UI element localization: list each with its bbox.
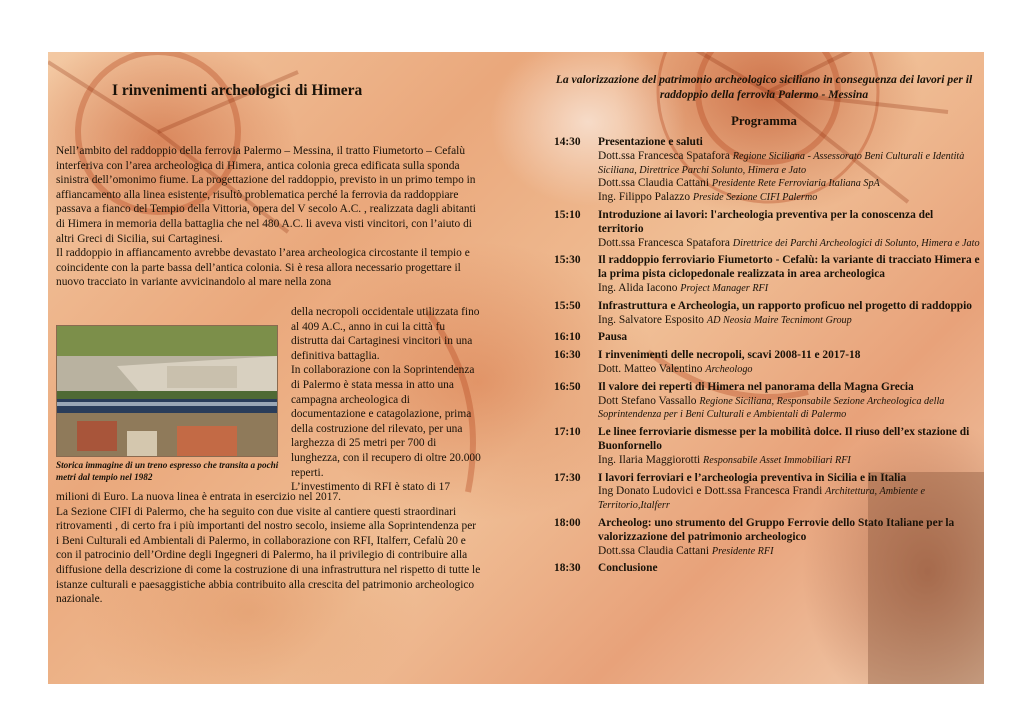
program-item <box>554 349 980 377</box>
program-time: 16:10 <box>554 331 581 344</box>
event-title: La valorizzazione del patrimonio archeologico siciliano in conseguenza dei lavori per il raddoppio della ferrovia Palermo - Messina <box>555 73 973 101</box>
speaker-name: Ing. Alida Iacono <box>598 281 678 294</box>
program-topic: I rinvenimenti delle necropoli, scavi 2008-11 e 2017-18 <box>598 349 861 362</box>
program-speaker <box>598 282 980 296</box>
intro-text <box>56 144 481 290</box>
program-topic: Il valore dei reperti di Himera nel panorama della Magna Grecia <box>598 380 914 393</box>
photo-caption: Storica immagine di un treno espresso che transita a pochi metri dal tempio nel 1982 <box>56 460 279 482</box>
program-topic: Pausa <box>598 331 628 344</box>
speaker-name: Dott Stefano Vassallo <box>598 394 697 407</box>
speaker-role: Presidente Rete Ferroviaria Italiana SpA <box>711 178 880 190</box>
historic-train-photo <box>56 325 278 457</box>
program-detail <box>598 349 980 377</box>
program-topic: I lavori ferroviari e l’archeologia preventiva in Sicilia e in Italia <box>598 471 907 484</box>
program-detail <box>598 300 980 328</box>
speaker-role: Regione Siciliana, Responsabile Sezione Archeologica della Soprintendenza per i Beni Culturali e Ambientali di Palermo <box>598 395 945 421</box>
speaker-name: Ing. Filippo Palazzo <box>598 191 691 204</box>
speaker-role: Preside Sezione CIFI Palermo <box>692 192 818 204</box>
program-time: 16:30 <box>554 349 581 362</box>
program-speaker <box>598 191 980 205</box>
program-time: 14:30 <box>554 136 581 148</box>
program-detail <box>598 517 980 558</box>
speaker-role: Presidente RFI <box>711 545 774 557</box>
speaker-name: Dott.ssa Claudia Cattani <box>598 544 710 557</box>
speaker-role: Archeologo <box>705 363 753 375</box>
program-heading: Programma <box>731 114 797 128</box>
wrapped-text <box>291 305 483 495</box>
program-topic: Presentazione e saluti <box>598 136 703 148</box>
program-detail <box>598 472 980 513</box>
program-detail <box>598 381 980 422</box>
program-topic: Infrastruttura e Archeologia, un rapporto proficuo nel progetto di raddoppio <box>598 299 973 312</box>
program-item <box>554 562 980 576</box>
speaker-name: Dott.ssa Francesca Spatafora <box>598 236 730 249</box>
program-speaker <box>598 150 980 178</box>
program-item <box>554 254 980 295</box>
speaker-role: Project Manager RFI <box>680 282 769 294</box>
program-item <box>554 300 980 328</box>
program-speaker <box>598 454 980 468</box>
wrap-paragraph-1: della necropoli occidentale utilizzata fino al 409 A.C., anno in cui la città fu distrutta dai Cartaginesi vincitori in una definitiva battaglia. <box>291 306 480 362</box>
program-detail <box>598 209 980 250</box>
program-topic: Conclusione <box>598 562 658 575</box>
program-speaker <box>598 363 980 377</box>
program-item <box>554 426 980 467</box>
speaker-name: Ing. Salvatore Esposito <box>598 313 704 326</box>
program-time: 18:00 <box>554 516 581 529</box>
program-topic: Le linee ferroviarie dismesse per la mobilità dolce. Il riuso dell’ex stazione di Buonfornello <box>598 426 970 452</box>
program-speaker <box>598 485 980 513</box>
speaker-name: Ing. Ilaria Maggiorotti <box>598 453 701 466</box>
program-detail <box>598 562 980 576</box>
speaker-name: Dott.ssa Francesca Spatafora <box>598 149 730 162</box>
program-list <box>554 136 980 580</box>
program-time: 18:30 <box>554 562 581 575</box>
program-time: 15:50 <box>554 299 581 312</box>
speaker-role: AD Neosia Maire Tecnimont Group <box>706 314 852 326</box>
closing-text <box>56 490 481 607</box>
paragraph-1: Nell’ambito del raddoppio della ferrovia Palermo – Messina, il tratto Fiumetorto – Cefalù interferiva con l’area archeologica di Himera, antica colonia greca edificata sulla sponda sinistra dell’omonimo fiume. La progettazione del raddoppio, previsto in un primo tempo in affiancamento alla linea esistente, risultò problematica perché la ferrovia da raddoppiare passava a fianco del Tempio della Vittoria, opera del V secolo A.C. , realizzata dagli abitanti di Himera in memoria della battaglia che nel 480 A.C. li aveva visti vincitori, con l’aiuto di altri Greci di Sicilia, sui Cartaginesi. <box>56 145 476 245</box>
program-time: 15:10 <box>554 208 581 221</box>
program-item <box>554 209 980 250</box>
program-speaker <box>598 237 980 251</box>
program-speaker <box>598 395 980 423</box>
program-time: 16:50 <box>554 380 581 393</box>
program-item <box>554 517 980 558</box>
program-item <box>554 136 980 205</box>
speaker-role: Regione Siciliana - Assessorato Beni Culturali e Identità Siciliana, Direttrice Parchi Solunto, Himera e Jato <box>598 150 965 176</box>
program-item <box>554 381 980 422</box>
program-topic: Il raddoppio ferroviario Fiumetorto - Cefalù: la variante di tracciato Himera e la prima pista ciclopedonale realizzata in area archeologica <box>598 254 980 281</box>
program-detail <box>598 254 980 295</box>
program-item <box>554 472 980 513</box>
speaker-role: Direttrice dei Parchi Archeologici di Solunto, Himera e Jato <box>732 237 980 249</box>
program-speaker <box>598 545 980 559</box>
program-item <box>554 331 980 345</box>
wrap-paragraph-2: In collaborazione con la Soprintendenza di Palermo è stata messa in atto una campagna archeologica di documentazione e catagolazione, prima della costruzione del rilevato, per una larghezza di 25 metri per 700 di lunghezza, con il recupero di oltre 20.000 reperti. <box>291 364 481 479</box>
program-speaker <box>598 314 980 328</box>
paragraph-2: Il raddoppio in affiancamento avrebbe devastato l’area archeologica circostante il tempio e coincidente con la parte bassa dell’antica colonia. Si è resa allora necessario progettare il nuovo tracciato in variante avvicinandolo al mare nella zona <box>56 247 470 289</box>
program-time: 15:30 <box>554 254 581 267</box>
program-speaker <box>598 177 980 191</box>
program-detail <box>598 331 980 345</box>
wrap-paragraph-3: L’investimento di RFI è stato di 17 <box>291 481 451 494</box>
program-time: 17:10 <box>554 426 581 439</box>
brochure-sheet <box>48 52 984 684</box>
program-topic: Introduzione ai lavori: l'archeologia preventiva per la conoscenza del territorio <box>598 208 934 235</box>
speaker-name: Dott.ssa Claudia Cattani <box>598 177 710 190</box>
paragraph-3: milioni di Euro. La nuova linea è entrata in esercizio nel 2017. <box>56 491 341 503</box>
program-detail <box>598 426 980 467</box>
speaker-name: Dott. Matteo Valentino <box>598 362 703 375</box>
speaker-role: Architettura, Ambiente e Territorio,Italferr <box>598 486 926 512</box>
left-title: I rinvenimenti archeologici di Himera <box>112 82 363 99</box>
speaker-role: Responsabile Asset Immobiliari RFI <box>703 454 851 466</box>
program-topic: Archeolog: uno strumento del Gruppo Ferrovie dello Stato Italiane per la valorizzazione del patrimonio archeologico <box>598 516 955 543</box>
speaker-name: Ing Donato Ludovici e Dott.ssa Francesca Frandi <box>598 485 823 498</box>
program-time: 17:30 <box>554 471 581 484</box>
paragraph-4: La Sezione CIFI di Palermo, che ha seguito con due visite al cantiere questi straordinari ritrovamenti , di certo fra i più importanti del nostro secolo, insieme alla Soprintendenza per i Beni Culturali ed Ambientali di Palermo, in collaborazione con RFI, Italferr, Cefalù 20 e con il patrocinio dell’Ordine degli Ingegneri di Palermo, ha il privilegio di contribuire alla diffusione della descrizione di come la costruzione di una infrastruttura nel rispetto di tutte le istanze culturali e paesaggistiche abbia contribuito alla crescita del patrimonio archeologico nazionale. <box>56 505 481 606</box>
program-detail <box>598 136 980 205</box>
